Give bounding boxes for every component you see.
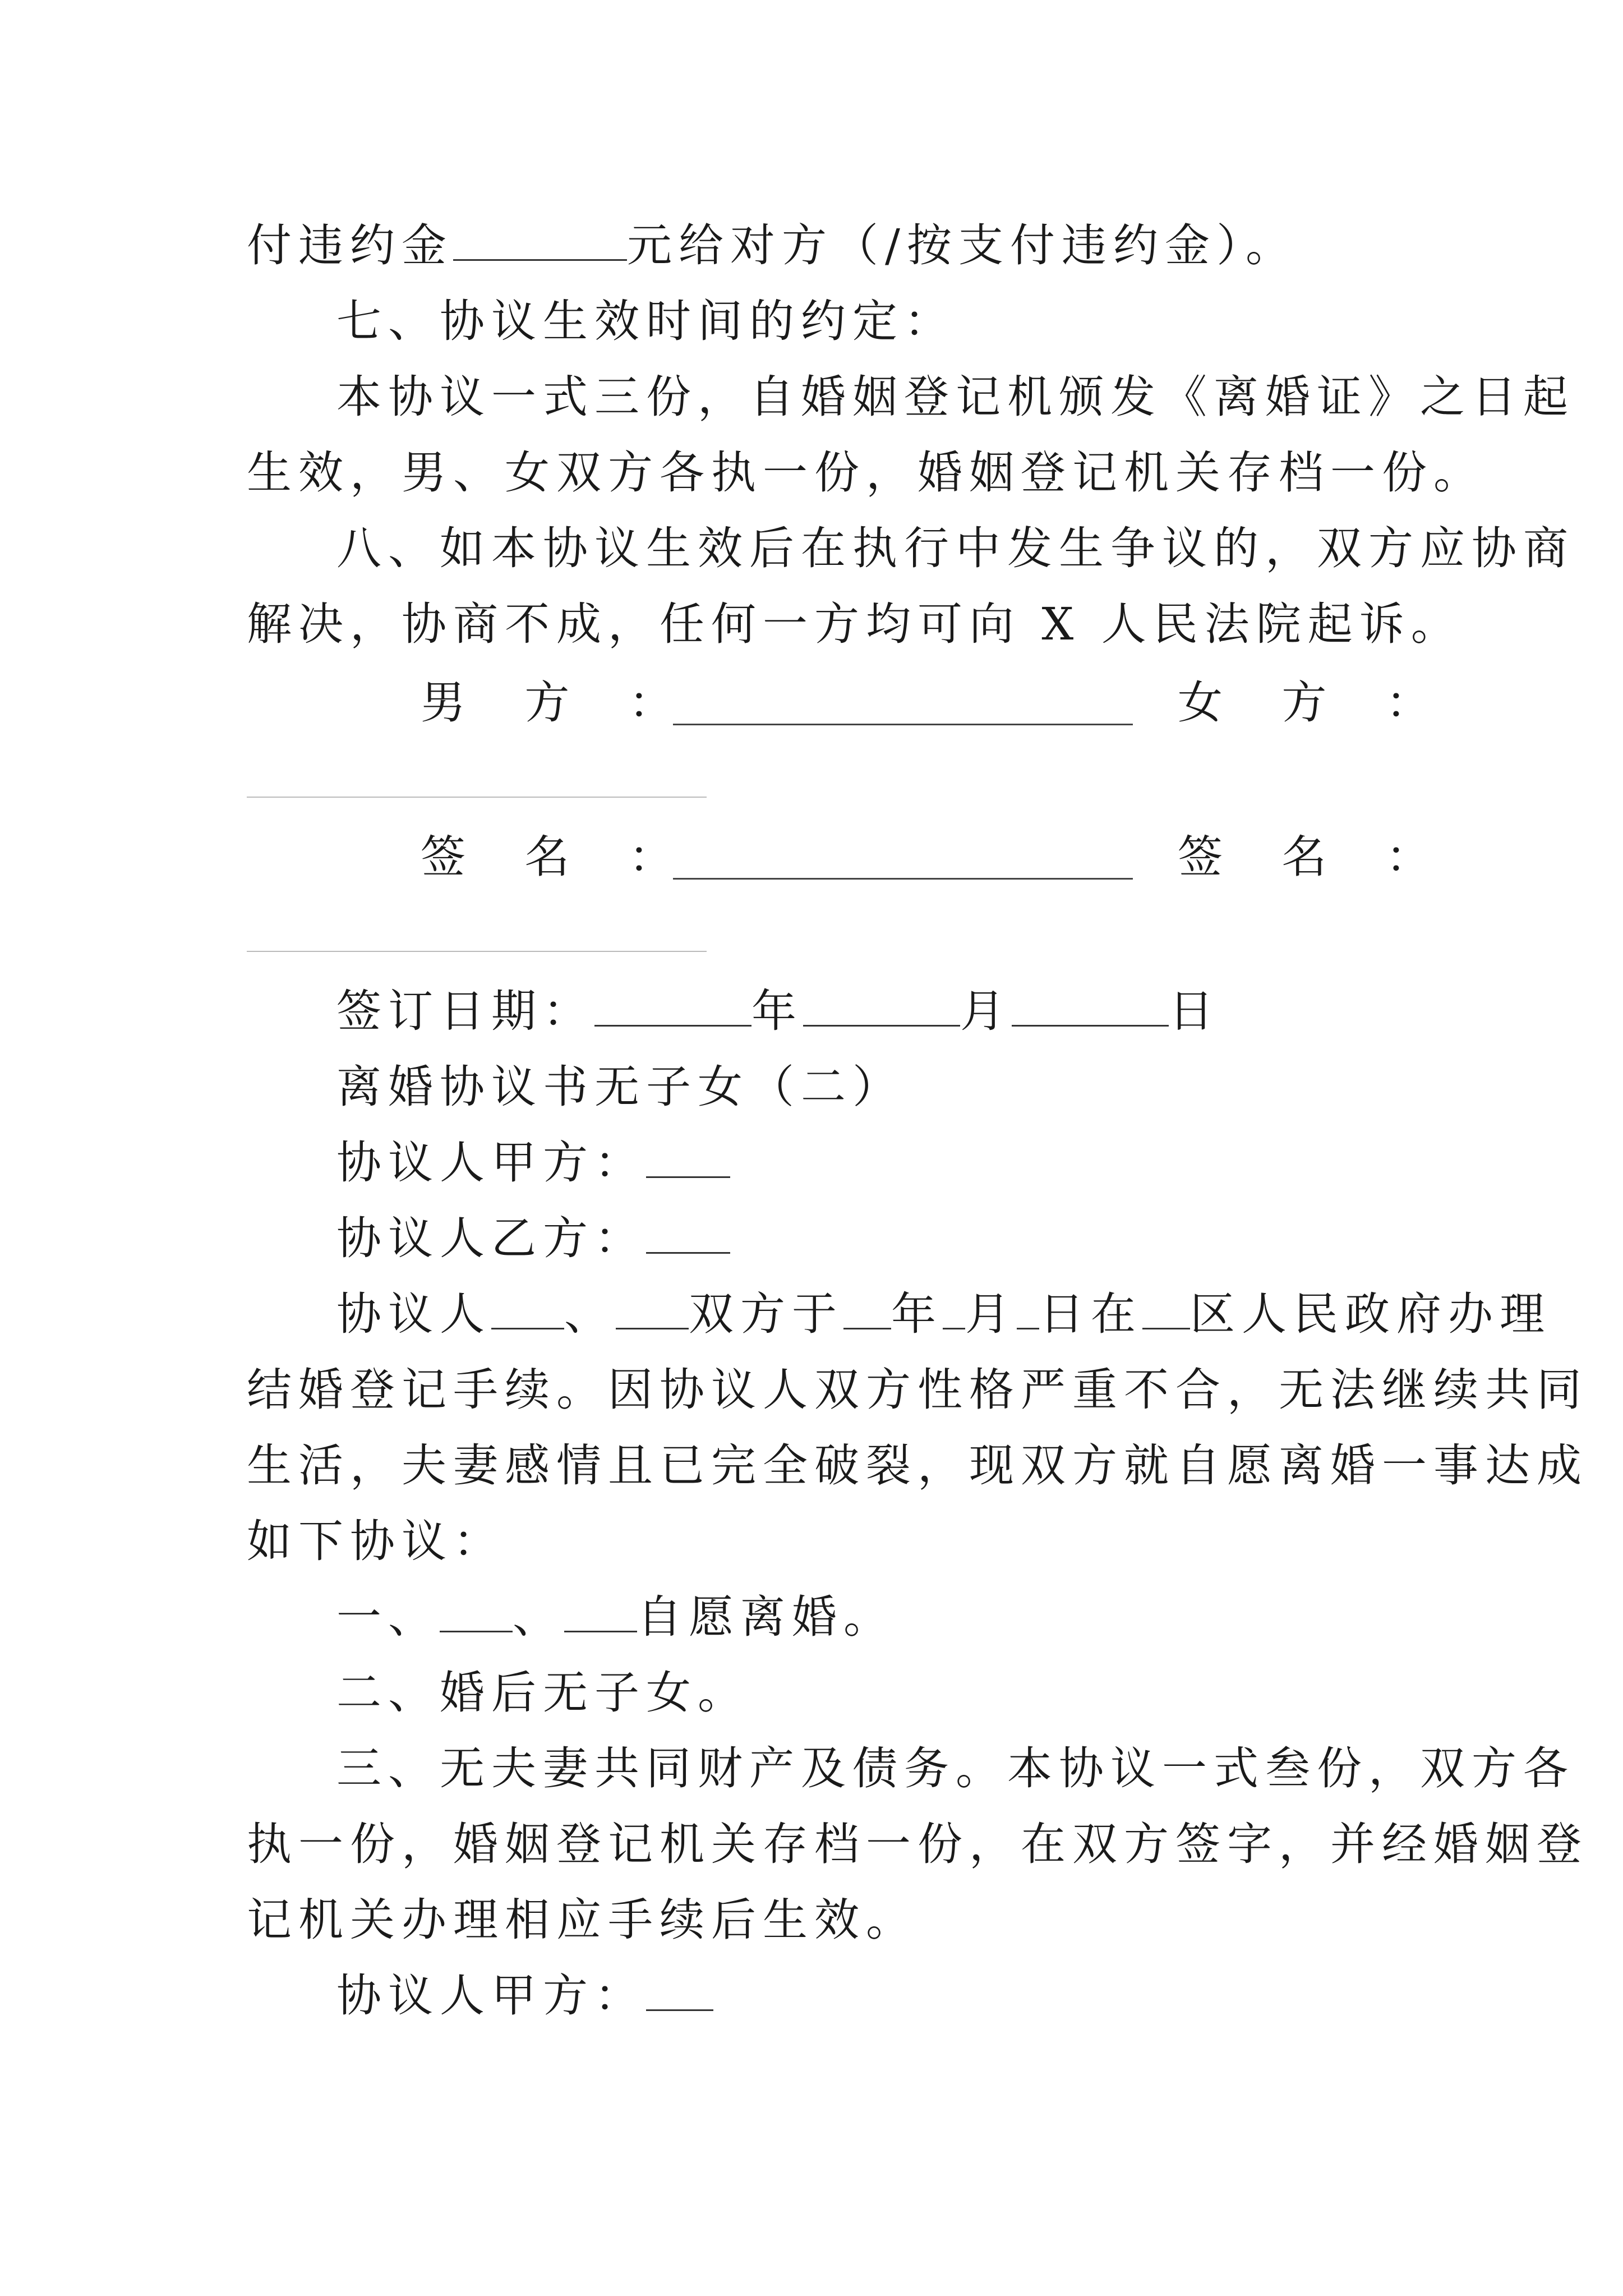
sign-label-right: 签 名 ： xyxy=(1178,831,1453,883)
blank-field[interactable] xyxy=(616,1289,689,1329)
paragraph-line: 本协议一式三份，自婚姻登记机颁发《离婚证》之日起 xyxy=(336,371,1575,423)
male-signature-line[interactable] xyxy=(673,724,1133,725)
text-segment: 日在 xyxy=(1039,1288,1142,1340)
text-segment: 一、 xyxy=(336,1591,440,1643)
section-7-heading: 七、协议生效时间的约定： xyxy=(336,295,956,347)
year-label: 年 xyxy=(751,985,803,1037)
blank-field[interactable] xyxy=(491,1289,564,1329)
paragraph-line: 生效，男、女双方各执一份，婚姻登记机关存档一份。 xyxy=(247,447,1485,499)
party-a-label: 协议人甲方： xyxy=(336,1137,646,1189)
blank-field[interactable] xyxy=(564,1591,637,1632)
male-label: 男 方 ： xyxy=(421,677,696,729)
paragraph-line: 执一份，婚姻登记机关存档一份，在双方签字，并经婚姻登 xyxy=(247,1818,1588,1870)
section-8-line: 八、如本协议生效后在执行中发生争议的，双方应协商 xyxy=(336,522,1575,574)
sign-date-line xyxy=(336,984,1391,1038)
paragraph-line: 记机关办理相应手续后生效。 xyxy=(247,1894,917,1946)
text-segment: 元给对方（/按支付违约金）。 xyxy=(627,219,1297,272)
blank-field[interactable] xyxy=(843,1289,891,1329)
sign-date-label: 签订日期： xyxy=(336,985,594,1037)
text-segment: 协议人 xyxy=(336,1288,491,1340)
party-a-label: 协议人甲方： xyxy=(336,1970,646,2022)
blank-field[interactable] xyxy=(1142,1289,1190,1329)
month-label: 月 xyxy=(960,985,1012,1037)
party-b-field[interactable] xyxy=(646,1213,730,1254)
paragraph-line: 解决，协商不成，任何一方均可向 X 人民法院起诉。 xyxy=(247,598,1463,650)
text-segment: 付违约金 xyxy=(247,219,453,272)
sign-label-left: 签 名 ： xyxy=(421,831,696,883)
paragraph-line: 如下协议： xyxy=(247,1515,505,1567)
text-segment: 年 xyxy=(891,1288,943,1340)
blank-field[interactable] xyxy=(440,1591,513,1632)
right-name-line[interactable] xyxy=(247,951,707,952)
left-name-line[interactable] xyxy=(673,878,1133,880)
blank-field[interactable] xyxy=(453,220,627,261)
text-segment: 区人民政府办理 xyxy=(1190,1288,1551,1340)
paragraph-intro-line xyxy=(336,1287,1551,1341)
party-b-line xyxy=(336,1212,1391,1266)
paragraph-line: 生活，夫妻感情且已完全破裂，现双方就自愿离婚一事达成 xyxy=(247,1439,1588,1492)
female-signature-line[interactable] xyxy=(247,797,707,798)
female-label: 女 方 ： xyxy=(1178,677,1453,729)
party-a-field[interactable] xyxy=(646,1970,713,2011)
blank-field[interactable] xyxy=(1017,1289,1039,1329)
item-3-line: 三、无夫妻共同财产及债务。本协议一式叁份，双方各 xyxy=(336,1742,1575,1795)
party-a-line-2 xyxy=(336,1969,1391,2023)
blank-field[interactable] xyxy=(943,1289,965,1329)
document-title-2: 离婚协议书无子女（二） xyxy=(336,1061,904,1113)
text-segment: 、 xyxy=(513,1591,564,1643)
party-b-label: 协议人乙方： xyxy=(336,1212,646,1264)
day-label: 日 xyxy=(1169,985,1220,1037)
day-field[interactable] xyxy=(1012,986,1169,1027)
text-segment: 双方于 xyxy=(689,1288,843,1340)
text-segment: 、 xyxy=(564,1288,616,1340)
text-segment: 月 xyxy=(965,1288,1017,1340)
penalty-line xyxy=(247,219,1391,273)
item-2-line: 二、婚后无子女。 xyxy=(336,1667,749,1719)
party-a-field[interactable] xyxy=(646,1137,730,1178)
party-a-line xyxy=(336,1136,1391,1190)
text-segment: 自愿离婚。 xyxy=(637,1591,895,1643)
paragraph-line: 结婚登记手续。因协议人双方性格严重不合，无法继续共同 xyxy=(247,1364,1588,1416)
item-1-line xyxy=(336,1590,1391,1644)
month-field[interactable] xyxy=(803,986,960,1027)
year-field[interactable] xyxy=(594,986,751,1027)
